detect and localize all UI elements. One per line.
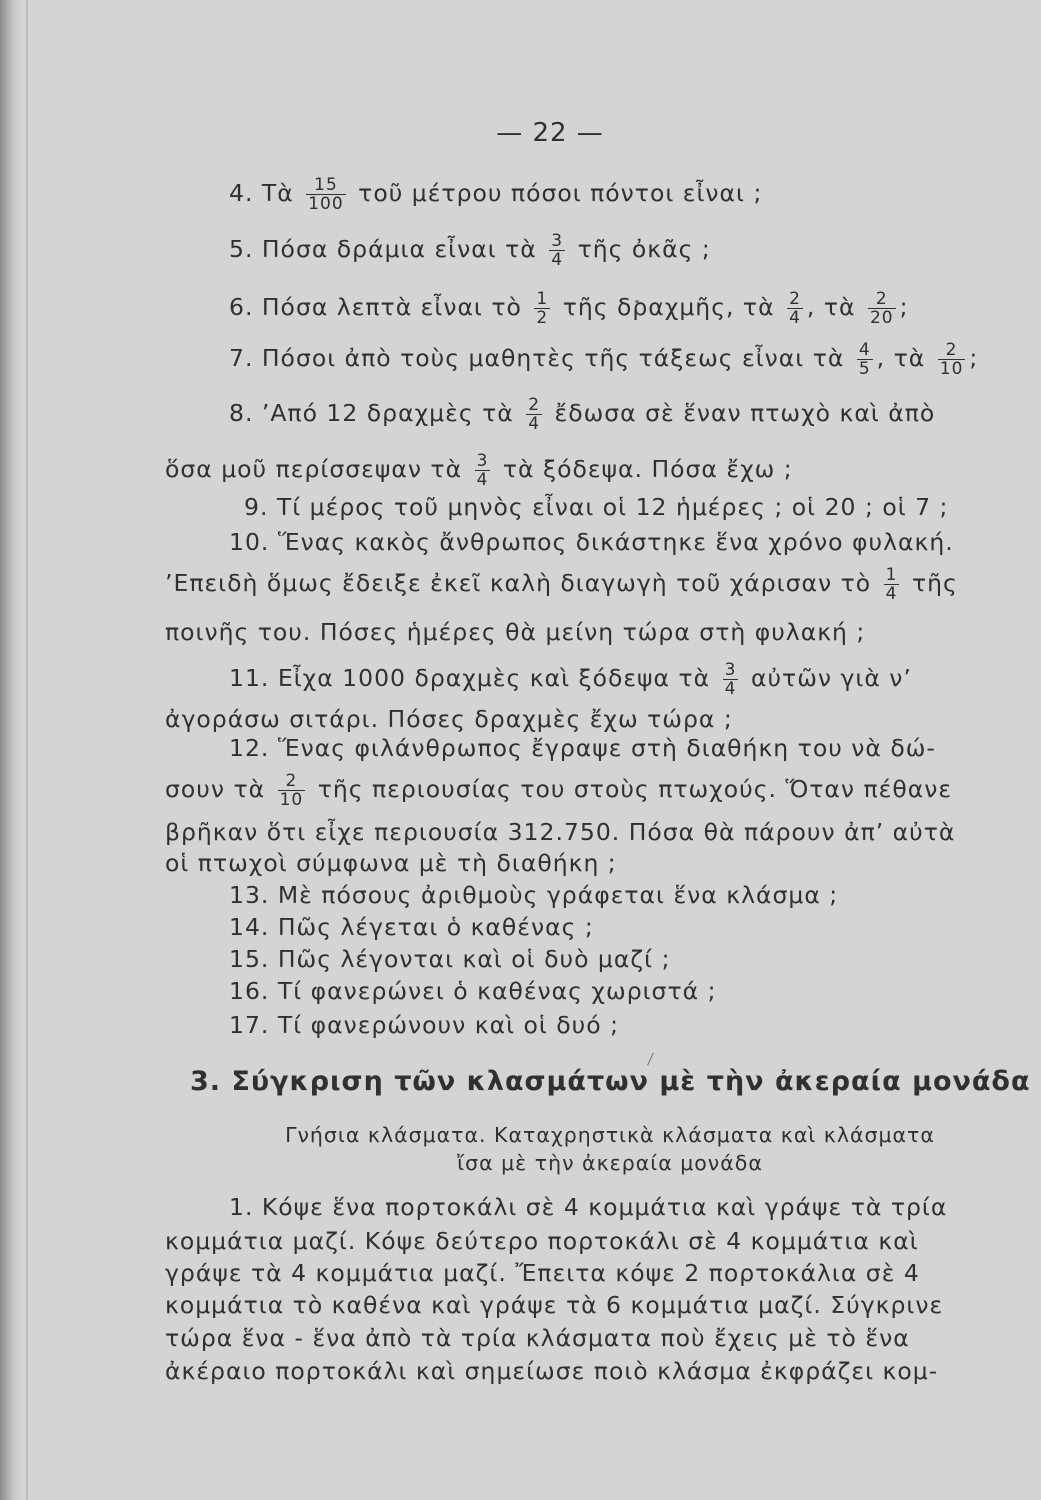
- exercise-7-text: , τὰ: [876, 344, 926, 372]
- exercise-10-text: ’Επειδὴ ὅμως ἔδειξε ἐκεῖ καλὴ διαγωγὴ τοῦ χάρισαν τὸ: [165, 569, 872, 597]
- numerator: 2: [285, 771, 298, 791]
- exercise-14: 14. Πῶς λέγεται ὁ καθένας ;: [229, 913, 594, 941]
- exercise-6: [229, 290, 909, 327]
- page-binding-edge: [0, 0, 22, 1500]
- exercise-8-text: ἔδωσα σὲ ἕναν πτωχὸ καὶ ἀπὸ: [554, 399, 936, 427]
- exercise-5: [229, 232, 711, 269]
- numerator: 2: [875, 289, 888, 309]
- exercise-10-text: τῆς: [911, 569, 958, 597]
- exercise-5-text: 5. Πόσα δράμια εἶναι τὰ: [229, 235, 537, 263]
- section-subheading-line-1: Γνήσια κλάσματα. Καταχρηστικὰ κλάσματα καὶ κλάσματα: [285, 1123, 935, 1147]
- exercise-12-line-4: οἱ πτωχοὶ σύμφωνα μὲ τὴ διαθήκη ;: [165, 849, 617, 877]
- exercise-11-text: 11. Εἶχα 1000 δραχμὲς καὶ ξόδεψα τὰ: [229, 664, 711, 692]
- denominator: 4: [476, 470, 489, 490]
- paragraph-line: ἀκέραιο πορτοκάλι καὶ σημείωσε ποιὸ κλάσμα ἐκφράζει κομ-: [165, 1357, 939, 1385]
- numerator: 1: [885, 565, 898, 585]
- exercise-7: [229, 341, 978, 378]
- exercise-8-text: 8. ’Από 12 δραχμὲς τὰ: [229, 399, 514, 427]
- exercise-8-text: ὅσα μοῦ περίσσεψαν τὰ: [165, 455, 463, 483]
- denominator: 10: [279, 790, 304, 810]
- denominator: 20: [869, 308, 894, 328]
- exercise-9: 9. Τί μέρος τοῦ μηνὸς εἶναι οἱ 12 ἡμέρες ; οἱ 20 ; οἱ 7 ;: [244, 493, 949, 521]
- fraction: [787, 290, 803, 327]
- denominator: 100: [308, 194, 344, 214]
- fraction: [526, 396, 542, 433]
- exercise-4-text: 4. Τὰ: [229, 179, 294, 207]
- stray-mark: [647, 1052, 654, 1065]
- exercise-13: 13. Μὲ πόσους ἀριθμοὺς γράφεται ἕνα κλάσμα ;: [229, 881, 839, 909]
- exercise-4-text: τοῦ μέτρου πόσοι πόντοι εἶναι ;: [358, 179, 763, 207]
- numerator: 2: [789, 289, 801, 309]
- exercise-15: 15. Πῶς λέγονται καὶ οἱ δυὸ μαζί ;: [229, 945, 671, 973]
- exercise-10-line-2: [165, 566, 958, 603]
- page-edge-line: [26, 0, 28, 1500]
- denominator: 4: [885, 584, 898, 604]
- exercise-12-text: σουν τὰ: [165, 775, 266, 803]
- fraction: [884, 566, 900, 603]
- numerator: 3: [551, 231, 564, 251]
- exercise-11-text: αὐτῶν γιὰ ν’: [750, 664, 912, 692]
- exercise-10-line-1: 10. Ἕνας κακὸς ἄνθρωπος δικάστηκε ἕνα χρόνο φυλακή.: [229, 528, 954, 556]
- fraction: [534, 290, 550, 327]
- exercise-12-line-2: [165, 772, 952, 809]
- fraction: [306, 176, 345, 213]
- numerator: 3: [724, 660, 737, 680]
- paragraph-line: τώρα ἕνα - ἕνα ἀπὸ τὰ τρία κλάσματα ποὺ ἔχεις μὲ τὸ ἕνα: [165, 1324, 910, 1352]
- exercise-17: 17. Τί φανερώνουν καὶ οἱ δυό ;: [229, 1011, 620, 1039]
- denominator: 4: [724, 679, 737, 699]
- fraction: [549, 232, 565, 269]
- exercise-4: [229, 176, 762, 213]
- exercise-12-text: τῆς περιουσίας του στοὺς πτωχούς. Ὅταν πέθανε: [317, 775, 953, 803]
- exercise-7-text: ;: [969, 344, 979, 372]
- exercise-8-text: τὰ ξόδεψα. Πόσα ἔχω ;: [502, 455, 793, 483]
- exercise-6-text: τῆς δραχμῆς, τὰ: [562, 293, 775, 321]
- numerator: 15: [314, 175, 338, 195]
- fraction: [938, 341, 966, 378]
- exercise-11-line-2: ἀγοράσω σιτάρι. Πόσες δραχμὲς ἔχω τώρα ;: [165, 705, 733, 733]
- exercise-6-text: 6. Πόσα λεπτὰ εἶναι τὸ: [229, 293, 522, 321]
- section-heading: 3. Σύγκριση τῶν κλασμάτων μὲ τὴν ἀκεραία μονάδα: [190, 1066, 1031, 1097]
- denominator: 2: [536, 308, 549, 328]
- paragraph-line: γράψε τὰ 4 κομμάτια μαζί. Ἔπειτα κόψε 2 πορτοκάλια σὲ 4: [165, 1259, 920, 1287]
- exercise-7-text: 7. Πόσοι ἀπὸ τοὺς μαθητὲς τῆς τάξεως εἶναι τὰ: [229, 344, 845, 372]
- exercise-12-line-1: 12. Ἕνας φιλάνθρωπος ἔγραψε στὴ διαθήκη του νὰ δώ-: [229, 734, 936, 762]
- exercise-6-text: ;: [899, 293, 909, 321]
- fraction: [868, 290, 896, 327]
- denominator: 5: [858, 359, 871, 379]
- numerator: 4: [858, 340, 871, 360]
- fraction: [475, 452, 491, 489]
- paragraph-line: κομμάτια μαζί. Κόψε δεύτερο πορτοκάλι σὲ 4 κομμάτια καὶ: [165, 1227, 919, 1255]
- denominator: 4: [551, 250, 564, 270]
- exercise-5-text: τῆς ὀκᾶς ;: [577, 235, 711, 263]
- paragraph-line: 1. Κόψε ἕνα πορτοκάλι σὲ 4 κομμάτια καὶ γράψε τὰ τρία: [229, 1193, 948, 1221]
- numerator: 2: [945, 340, 958, 360]
- fraction: [278, 772, 306, 809]
- numerator: 3: [476, 451, 489, 471]
- numerator: 2: [528, 395, 541, 415]
- exercise-6-text: , τὰ: [806, 293, 856, 321]
- exercise-16: 16. Τί φανερώνει ὁ καθένας χωριστά ;: [229, 977, 717, 1005]
- numerator: 1: [536, 289, 549, 309]
- paragraph-line: κομμάτια τὸ καθένα καὶ γράψε τὰ 6 κομμάτια μαζί. Σύγκρινε: [165, 1291, 944, 1319]
- fraction: [723, 661, 739, 698]
- fraction: [857, 341, 873, 378]
- exercise-12-line-3: βρῆκαν ὅτι εἶχε περιουσία 312.750. Πόσα θὰ πάρουν ἀπ’ αὐτὰ: [165, 818, 956, 846]
- exercise-11-line-1: [229, 661, 912, 698]
- exercise-8-line-2: [165, 452, 793, 489]
- exercise-10-line-3: ποινῆς του. Πόσες ἡμέρες θὰ μείνη τώρα στὴ φυλακή ;: [165, 618, 866, 646]
- denominator: 4: [789, 308, 801, 328]
- page-number: — 22 —: [496, 118, 604, 148]
- section-subheading-line-2: ἴσα μὲ τὴν ἀκεραία μονάδα: [457, 1151, 763, 1175]
- denominator: 4: [528, 414, 541, 434]
- exercise-8-line-1: [229, 396, 935, 433]
- denominator: 10: [939, 359, 964, 379]
